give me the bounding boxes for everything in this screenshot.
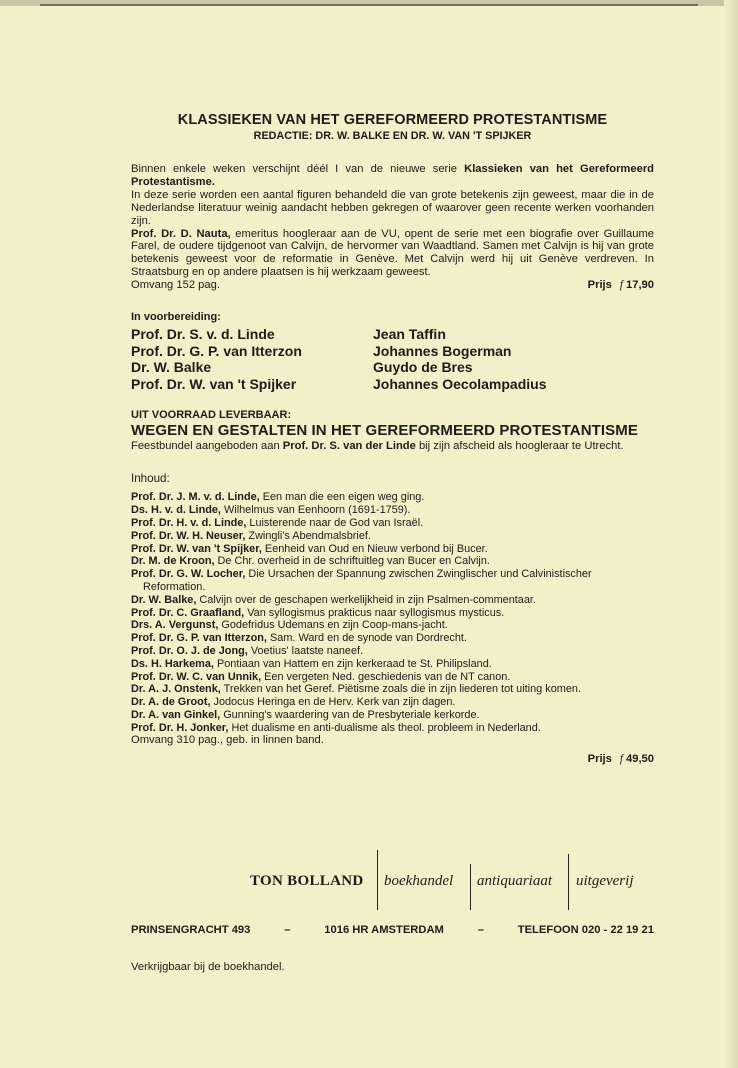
authors-column bbox=[131, 326, 373, 392]
list-item: Drs. A. Vergunst, Godefridus Udemans en zijn Coop-mans-jacht. bbox=[131, 619, 448, 632]
publisher-antiquarian: antiquariaat bbox=[477, 873, 553, 889]
list-item: Prof. Dr. J. M. v. d. Linde, Een man die een eigen weg ging. bbox=[131, 491, 425, 504]
intro-paragraph-3: Prof. Dr. D. Nauta, emeritus hoogleraar aan de VU, opent de serie met een biografie over Guillaume Farel, de oudere tijdgenoot van Calvijn, de hervormer van Waadtland. Samen met Calvijn is hij van grote betekenis geweest voor de reformatie in Genève. Met Calvijn werd hij uit Genève verdreven. In Straatsburg en op andere plaatsen is hij werkzaam geweest. bbox=[131, 227, 654, 279]
intro-paragraph-1: Binnen enkele weken verschijnt déél I van de nieuwe serie Klassieken van het Gereformeerd Protestantisme. bbox=[131, 163, 654, 188]
volume-1-extent: Omvang 152 pag. bbox=[131, 279, 220, 292]
series-title: KLASSIEKEN VAN HET GEREFORMEERD PROTESTANTISME bbox=[177, 112, 608, 128]
in-preparation-list bbox=[131, 326, 654, 392]
top-border bbox=[0, 0, 738, 6]
publisher-imprint: uitgeverij bbox=[576, 873, 634, 889]
volume-1-price-line bbox=[131, 279, 654, 292]
list-item: Prof. Dr. O. J. de Jong, Voetius' laatste naneef. bbox=[131, 644, 364, 657]
separator: – bbox=[477, 924, 484, 936]
separator: – bbox=[284, 924, 291, 936]
subject-name: Johannes Oecolampadius bbox=[373, 375, 547, 392]
list-item: Prof. Dr. W. van 't Spijker, Eenheid van Oud en Nieuw verbond bij Bucer. bbox=[131, 542, 488, 555]
publisher-bookshop: boekhandel bbox=[384, 873, 454, 889]
availability-note: Verkrijgbaar bij de boekhandel. bbox=[131, 961, 285, 973]
publisher-logo bbox=[131, 850, 654, 910]
author-name: Prof. Dr. W. van 't Spijker bbox=[131, 375, 297, 392]
festschrift-title: WEGEN EN GESTALTEN IN HET GEREFORMEERD PROTESTANTISME bbox=[131, 422, 638, 440]
list-item: Prof. Dr. G. W. Locher, Die Ursachen der Spannung zwischen Zwinglischer und Calvinistischer Reformation. bbox=[131, 568, 592, 593]
subject-name: Guydo de Bres bbox=[373, 359, 473, 376]
list-item: Prof. Dr. H. v. d. Linde, Luisterende naar de God van Israël. bbox=[131, 516, 424, 529]
subject-name: Jean Taffin bbox=[373, 326, 446, 343]
street: PRINSENGRACHT 493 bbox=[131, 924, 251, 936]
in-preparation-label: In voorbereiding: bbox=[131, 311, 221, 324]
volume-1-price: Prijs f 17,90 bbox=[587, 279, 654, 292]
list-item: Dr. A. de Groot, Jodocus Heringa en de Herv. Kerk van zijn dagen. bbox=[131, 696, 456, 709]
festschrift-price: Prijs f 49,50 bbox=[587, 753, 654, 766]
list-item: Ds. H. v. d. Linde, Wilhelmus van Eenhoorn (1691-1759). bbox=[131, 504, 411, 517]
page-edge bbox=[724, 0, 738, 1068]
list-item: Dr. W. Balke, Calvijn over de geschapen werkelijkheid in zijn Psalmen-commentaar. bbox=[131, 593, 536, 606]
subject-name: Johannes Bogerman bbox=[373, 342, 512, 359]
festschrift-price-line bbox=[131, 753, 654, 766]
festschrift-extent: Omvang 310 pag., geb. in linnen band. bbox=[131, 734, 324, 747]
list-item: Dr. A. van Ginkel, Gunning's waardering van de Presbyteriale kerkorde. bbox=[131, 708, 480, 721]
author-name: Prof. Dr. S. v. d. Linde bbox=[131, 326, 275, 343]
list-item: Dr. M. de Kroon, De Chr. overheid in de schriftuitleg van Bucer en Calvijn. bbox=[131, 555, 490, 568]
festschrift-description: Feestbundel aangeboden aan Prof. Dr. S. van der Linde bij zijn afscheid als hoogleraar te Utrecht. bbox=[131, 440, 624, 453]
list-item: Prof. Dr. W. C. van Unnik, Een vergeten Ned. geschiedenis van de NT canon. bbox=[131, 670, 511, 683]
available-label: UIT VOORRAAD LEVERBAAR: bbox=[131, 409, 292, 422]
list-item: Prof. Dr. H. Jonker, Het dualisme en anti-dualisme als theol. probleem in Nederland. bbox=[131, 721, 541, 734]
subjects-column bbox=[373, 326, 547, 392]
author-name: Prof. Dr. G. P. van Itterzon bbox=[131, 342, 302, 359]
list-item: Prof. Dr. W. H. Neuser, Zwingli's Abendmalsbrief. bbox=[131, 529, 371, 542]
contents-label: Inhoud: bbox=[131, 472, 170, 486]
advertisement-page bbox=[131, 112, 654, 973]
phone: TELEFOON 020 - 22 19 21 bbox=[517, 924, 654, 936]
author-name: Dr. W. Balke bbox=[131, 359, 212, 376]
intro-paragraph-2: In deze serie worden een aantal figuren behandeld die van grote betekenis zijn geweest, maar die in de Nederlandse literatuur weinig aandacht hebben gekregen of waarover geen recente werken voorhanden zijn. bbox=[131, 188, 654, 227]
divider bbox=[470, 864, 471, 910]
series-editors: REDACTIE: DR. W. BALKE EN DR. W. VAN 'T SPIJKER bbox=[253, 130, 532, 142]
contents-list bbox=[131, 491, 654, 734]
list-item: Prof. Dr. G. P. van Itterzon, Sam. Ward en de synode van Dordrecht. bbox=[131, 632, 467, 645]
list-item: Prof. Dr. C. Graafland, Van syllogismus prakticus naar syllogismus mysticus. bbox=[131, 606, 505, 619]
divider bbox=[377, 850, 378, 910]
divider bbox=[568, 854, 569, 910]
intro-text bbox=[131, 163, 654, 279]
city: 1016 HR AMSTERDAM bbox=[324, 924, 444, 936]
address-line bbox=[131, 924, 654, 936]
publisher-name: TON BOLLAND bbox=[250, 873, 364, 889]
list-item: Dr. A. J. Onstenk, Trekken van het Geref. Piëtisme zoals die in zijn liederen tot uiting komen. bbox=[131, 683, 581, 696]
list-item: Ds. H. Harkema, Pontiaan van Hattem en zijn kerkeraad te St. Philipsland. bbox=[131, 657, 492, 670]
